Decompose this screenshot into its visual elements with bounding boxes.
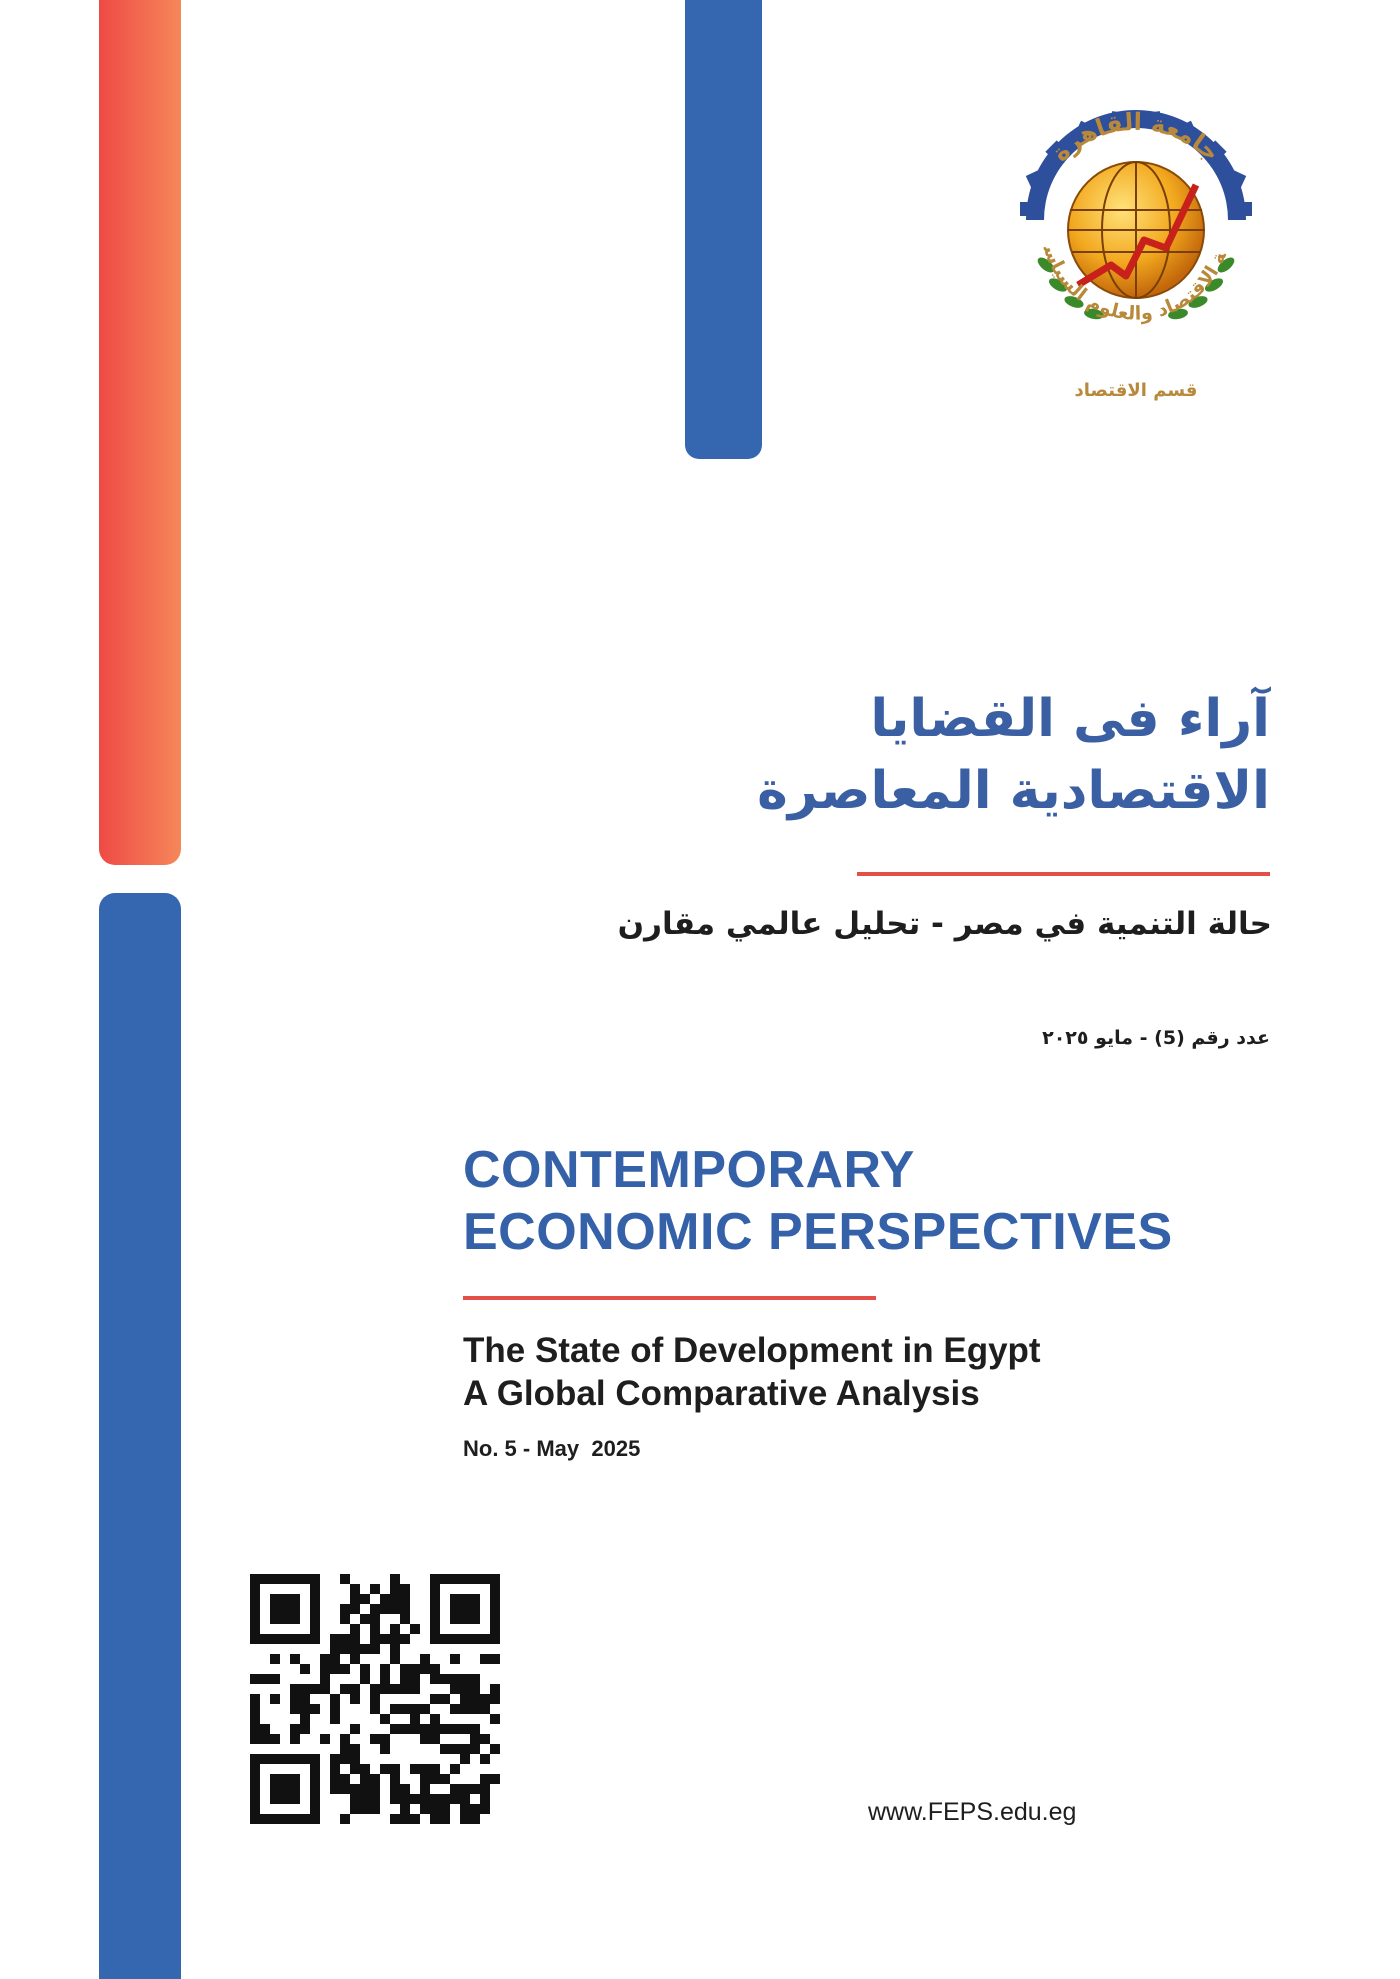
university-logo <box>1006 80 1266 380</box>
decorative-orange-bar <box>99 0 181 865</box>
svg-text:جامعة القاهرة: جامعة القاهرة <box>1046 107 1226 168</box>
arabic-subtitle: حالة التنمية في مصر - تحليل عالمي مقارن <box>617 906 1272 942</box>
arabic-divider <box>857 872 1270 876</box>
globe-gear-emblem-icon <box>1006 80 1266 380</box>
decorative-blue-bar-left <box>99 893 181 1979</box>
english-subtitle-line-1: The State of Development in Egypt <box>463 1331 1041 1370</box>
website-link[interactable]: www.FEPS.edu.eg <box>868 1798 1077 1826</box>
english-issue-number: No. 5 - May 2025 <box>463 1436 641 1461</box>
qr-code-icon[interactable] <box>250 1574 500 1824</box>
english-title-line-1: CONTEMPORARY <box>463 1141 915 1199</box>
arabic-title-line-2: الاقتصادية المعاصرة <box>757 761 1270 821</box>
arabic-title-line-1: آراء فى القضايا <box>870 689 1270 749</box>
arabic-issue-number: عدد رقم (5) - مايو ٢٠٢٥ <box>1042 1027 1270 1049</box>
english-divider <box>463 1296 876 1300</box>
svg-text:كلية الاقتصاد والعلوم السياسية: ة الاقتصاد والعلوم السياس <box>1038 242 1231 325</box>
department-caption: قسم الاقتصاد <box>1074 380 1198 401</box>
decorative-blue-bar-top <box>685 0 762 459</box>
english-title-line-2: ECONOMIC PERSPECTIVES <box>463 1203 1173 1261</box>
english-subtitle-line-2: A Global Comparative Analysis <box>463 1374 980 1413</box>
